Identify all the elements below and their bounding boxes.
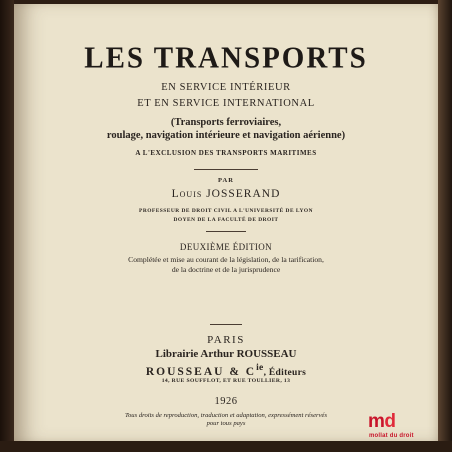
- book-page-edge: [438, 0, 452, 452]
- divider-rule: [206, 231, 246, 232]
- exclusion-note: A L'EXCLUSION DES TRANSPORTS MARITIMES: [135, 149, 317, 157]
- rights-notice-1: Tous droits de reproduction, traduction et adaptation, expressément réservés: [124, 412, 328, 419]
- author-name: [14, 188, 438, 200]
- publisher-name: Librairie Arthur ROUSSEAU: [155, 348, 297, 360]
- book-spine-shadow: [0, 0, 14, 452]
- publication-city: PARIS: [207, 334, 245, 346]
- mollat-watermark-logo: [368, 412, 446, 450]
- scope-line-1: (Transports ferroviaires,: [170, 117, 282, 128]
- title-page: [14, 4, 438, 441]
- edition-label: DEUXIÈME ÉDITION: [179, 242, 273, 252]
- publisher-firm-main: ROUSSEAU & C: [145, 365, 257, 378]
- author-last-name: JOSSERAND: [206, 188, 281, 200]
- scope-line-2: roulage, navigation intérieure et navigation aérienne): [106, 130, 346, 141]
- edition-description-1: Complétée et mise au courant de la législation, de la tarification,: [128, 255, 324, 264]
- author-credential-1: PROFESSEUR DE DROIT CIVIL A L'UNIVERSITÉ DE LYON: [139, 208, 313, 214]
- publication-year: 1926: [214, 396, 238, 407]
- subtitle-line-2: ET EN SERVICE INTERNATIONAL: [137, 98, 315, 109]
- book-title: LES TRANSPORTS: [84, 41, 368, 75]
- divider-rule: [194, 169, 258, 170]
- divider-rule: [210, 324, 242, 325]
- edition-description-2: de la doctrine et de la jurisprudence: [171, 265, 281, 274]
- by-label: PAR: [218, 177, 234, 184]
- subtitle-line-1: EN SERVICE INTÉRIEUR: [161, 82, 291, 93]
- publisher-firm-suffix: , Éditeurs: [263, 367, 307, 378]
- rights-notice-2: pour tous pays: [206, 420, 246, 427]
- author-first-name: Louis: [171, 188, 203, 200]
- publisher-address: 14, RUE SOUFFLOT, ET RUE TOULLIER, 13: [161, 378, 291, 384]
- publisher-firm: [14, 363, 438, 378]
- watermark-logo-text: md: [368, 411, 396, 432]
- author-credential-2: DOYEN DE LA FACULTÉ DE DROIT: [173, 217, 279, 223]
- publisher-firm-superscript: ie: [256, 363, 264, 373]
- watermark-tagline: mollat du droit: [369, 433, 414, 439]
